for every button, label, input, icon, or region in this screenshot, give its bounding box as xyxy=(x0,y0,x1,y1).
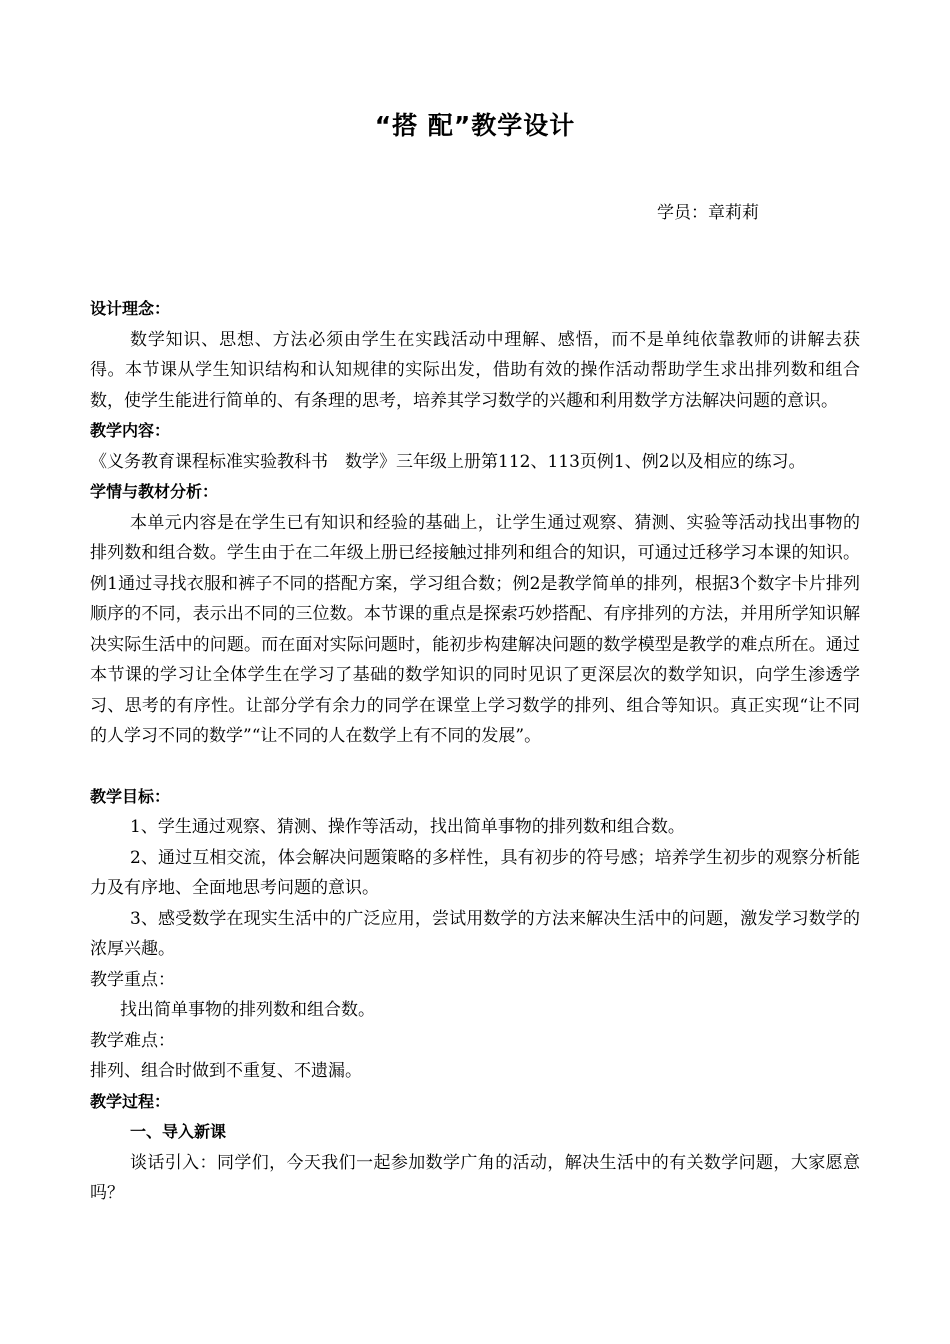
document-body xyxy=(90,294,860,1209)
key-heading: 教学重点： xyxy=(90,969,175,990)
process-heading: 教学过程： xyxy=(90,1091,171,1111)
process-subheading-1: 一、导入新课 xyxy=(130,1122,227,1141)
process-paragraph-1: 谈话引入：同学们，今天我们一起参加数学广角的活动，解决生活中的有关数学问题，大家愿意吗？ xyxy=(90,1152,860,1203)
goal-item-2: 2、通过互相交流，体会解决问题策略的多样性，具有初步的符号感；培养学生初步的观察分析能力及有序地、全面地思考问题的意识。 xyxy=(90,847,860,898)
key-paragraph: 找出简单事物的排列数和组合数。 xyxy=(120,1000,375,1020)
spacer xyxy=(90,752,860,782)
difficulty-heading: 教学难点： xyxy=(90,1030,175,1051)
difficulty-paragraph: 排列、组合时做到不重复、不遗漏。 xyxy=(90,1061,362,1081)
content-paragraph: 《义务教育课程标准实验教科书 数学》三年级上册第112、113页例1、例2以及相应的练习。 xyxy=(90,451,806,472)
concept-heading: 设计理念： xyxy=(90,299,171,318)
content-heading: 教学内容： xyxy=(90,421,171,440)
analysis-paragraph: 本单元内容是在学生已有知识和经验的基础上，让学生通过观察、猜测、实验等活动找出事物的排列数和组合数。学生由于在二年级上册已经接触过排列和组合的知识，可通过迁移学习本课的知识。例1通过寻找衣服和裤子不同的搭配方案，学习组合数；例2是教学简单的排列，根据3个数字卡片排列顺序的不同，表示出不同的三位数。本节课的重点是探索巧妙搭配、有序排列的方法，并用所学知识解决实际生活中的问题。而在面对实际问题时，能初步构建解决问题的数学模型是教学的难点所在。通过本节课的学习让全体学生在学习了基础的数学知识的同时见识了更深层次的数学知识，向学生渗透学习、思考的有序性。让部分学有余力的同学在课堂上学习数学的排列、组合等知识。真正实现“让不同的人学习不同的数学”“让不同的人在数学上有不同的发展”。 xyxy=(90,512,860,746)
student-name: 学员：章莉莉 xyxy=(657,203,759,223)
document-title: “搭 配”教学设计 xyxy=(374,111,576,140)
goal-item-1: 1、学生通过观察、猜测、操作等活动，找出简单事物的排列数和组合数。 xyxy=(130,817,685,837)
goals-heading: 教学目标： xyxy=(90,786,171,806)
analysis-heading: 学情与教材分析： xyxy=(90,482,219,501)
concept-paragraph: 数学知识、思想、方法必须由学生在实践活动中理解、感悟，而不是单纯依靠教师的讲解去获得。本节课从学生知识结构和认知规律的实际出发，借助有效的操作活动帮助学生求出排列数和组合数，使学生能进行简单的、有条理的思考，培养其学习数学的兴趣和利用数学方法解决问题的意识。 xyxy=(90,329,860,411)
goal-item-3: 3、感受数学在现实生活中的广泛应用，尝试用数学的方法来解决生活中的问题，激发学习数学的浓厚兴趣。 xyxy=(90,908,860,959)
